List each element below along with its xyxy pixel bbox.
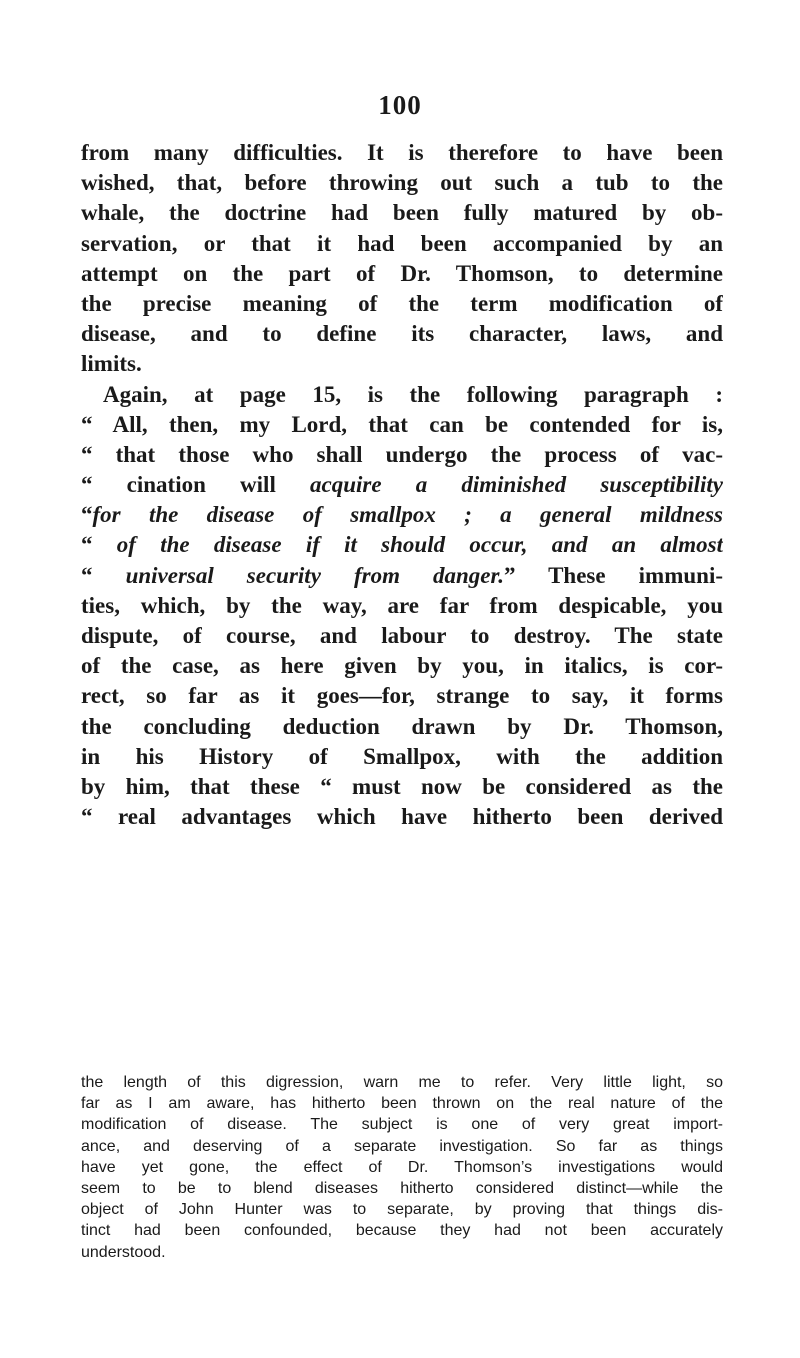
footnote-line: seem to be to blend diseases hitherto considered distinct—while the bbox=[81, 1179, 723, 1197]
text-line: whale, the doctrine had been fully matured by ob- bbox=[81, 200, 723, 226]
text-line: dispute, of course, and labour to destroy. The state bbox=[81, 623, 723, 648]
footnote-line: the length of this digression, warn me to refer. Very little light, so bbox=[81, 1074, 723, 1091]
text-line: “ real advantages which have hitherto been derived bbox=[81, 804, 723, 830]
text-line: rect, so far as it goes—for, strange to say, it forms bbox=[81, 683, 723, 709]
text-line: of the case, as here given by you, in italics, is cor- bbox=[81, 653, 723, 679]
text-line: limits. bbox=[81, 351, 142, 377]
text-line: servation, or that it had been accompanied by an bbox=[81, 230, 723, 256]
footnote bbox=[81, 1072, 723, 1263]
text-line: Again, at page 15, is the following paragraph : bbox=[103, 381, 723, 407]
page-number: 100 bbox=[378, 90, 422, 120]
text-line: the precise meaning of the term modification of bbox=[81, 290, 723, 316]
text-line: in his History of Smallpox, with the addition bbox=[81, 743, 723, 769]
footnote-line: object of John Hunter was to separate, by proving that things dis- bbox=[81, 1201, 723, 1219]
quote-line: “ universal security from danger.” These immuni- bbox=[81, 562, 723, 588]
footnote-line: ance, and deserving of a separate investigation. So far as things bbox=[81, 1137, 723, 1155]
text-line: by him, that these “ must now be considered as the bbox=[81, 773, 723, 799]
body-text bbox=[81, 138, 723, 832]
text-line: the concluding deduction drawn by Dr. Thomson, bbox=[81, 713, 723, 739]
text-line: wished, that, before throwing out such a tub to the bbox=[81, 170, 723, 196]
quote-line: “ of the disease if it should occur, and an almost bbox=[81, 532, 723, 558]
footnote-line: modification of disease. The subject is one of very great import- bbox=[81, 1116, 723, 1134]
quote-line: “ that those who shall undergo the process of vac- bbox=[81, 441, 723, 467]
footnote-line: tinct had been confounded, because they had not been accurately bbox=[81, 1222, 723, 1240]
footnote-line: have yet gone, the effect of Dr. Thomson’s investigations would bbox=[81, 1158, 723, 1176]
quote-line: “ All, then, my Lord, that can be contended for is, bbox=[81, 411, 723, 437]
quote-line: “for the disease of smallpox ; a general mildness bbox=[81, 502, 723, 528]
footnote-line: understood. bbox=[81, 1243, 166, 1261]
text-line: disease, and to define its character, laws, and bbox=[81, 321, 723, 347]
footnote-line: far as I am aware, has hitherto been thrown on the real nature of the bbox=[81, 1095, 723, 1113]
text-line: ties, which, by the way, are far from despicable, you bbox=[81, 592, 723, 618]
text-line: attempt on the part of Dr. Thomson, to determine bbox=[81, 260, 723, 286]
quote-line: “ cination will acquire a diminished susceptibility bbox=[81, 472, 723, 498]
text-line: from many difficulties. It is therefore to have been bbox=[81, 140, 723, 165]
